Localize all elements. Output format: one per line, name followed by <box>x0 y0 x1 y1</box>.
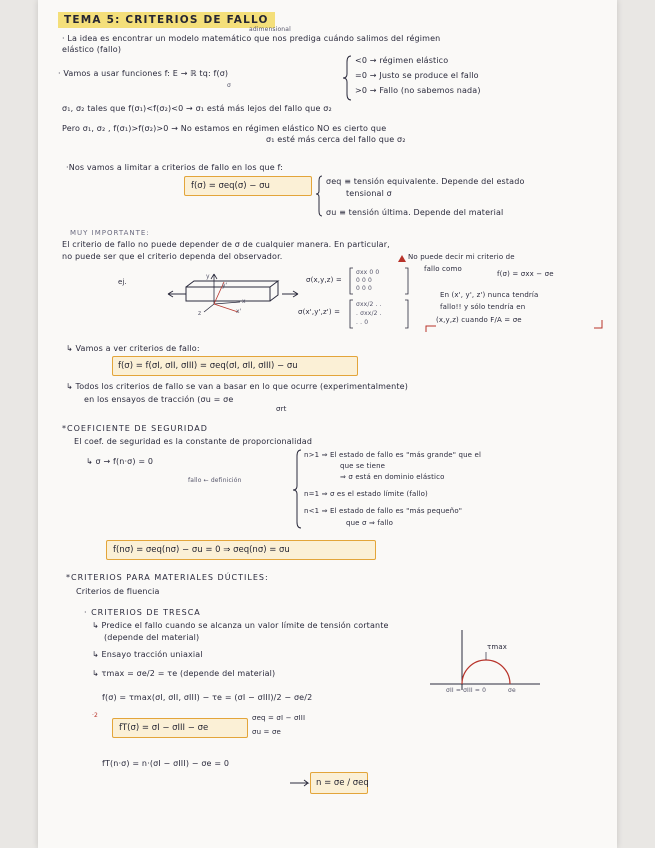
compare-2-line-1: Pero σ₁, σ₂ , f(σ₁)>f(σ₂)>0 → No estamos en régimen elástico NO es cierto que <box>62 124 387 133</box>
tensor-1-row-1: σxx 0 0 <box>356 269 380 276</box>
tensor-2-label: σ(x',y',z') = <box>298 308 341 316</box>
tresca-boxed-box <box>112 718 248 738</box>
compare-1: σ₁, σ₂ tales que f(σ₁)<f(σ₂)<0 → σ₁ está más lejos del fallo que σ₂ <box>62 104 332 113</box>
tresca-title: · CRITERIOS DE TRESCA <box>84 608 201 617</box>
safety-case-1b: que se tiene <box>340 462 386 470</box>
tresca-times-2: ·2 <box>92 712 99 719</box>
tensor-2-row-1: σxx/2 . . <box>356 301 382 308</box>
functions-case-3: >0 → Fallo (no sabemos nada) <box>355 86 481 95</box>
limit-line: ·Nos vamos a limitar a criterios de fallo en los que f: <box>66 163 284 172</box>
tresca-line-2: (depende del material) <box>104 633 200 642</box>
tresca-right-2: σu = σe <box>252 728 281 736</box>
note-bracket-right <box>594 320 602 328</box>
criteria-based-2: en los ensayos de tracción (σu = σe <box>84 395 234 404</box>
important-note-5: (x,y,z) cuando F/A = σe <box>436 316 522 324</box>
limit-desc-1: σeq ≡ tensión equivalente. Depende del estado <box>326 177 525 186</box>
functions-sub: σ <box>227 82 231 89</box>
mohr-tau-label: τmax <box>487 643 508 651</box>
mohr-s2-label: σe <box>508 687 516 694</box>
tresca-line-4: ↳ τmax = σe/2 = τe (depende del material) <box>92 669 276 678</box>
safety-case-1c: ⇒ σ está en dominio elástico <box>340 473 445 481</box>
important-note-formula: f(σ) = σxx − σe <box>497 270 554 278</box>
criteria-line: ↳ Vamos a ver criterios de fallo: <box>66 344 200 353</box>
intro-annotation: adimensional <box>249 26 291 33</box>
limit-desc-2: tensional σ <box>346 189 392 198</box>
important-line-1: El criterio de fallo no puede depender de σ de cualquier manera. En particular, <box>62 240 390 249</box>
important-note-4: fallo!! y sólo tendría en <box>440 303 526 311</box>
ductile-sub: Criterios de fluencia <box>76 587 160 596</box>
limit-formula-box <box>184 176 312 196</box>
tresca-f1: f(σ) = τmax(σI, σII, σIII) − τe = (σI − σIII)/2 − σe/2 <box>102 693 313 702</box>
warning-icon <box>398 255 406 262</box>
criteria-based-1: ↳ Todos los criterios de fallo se van a basar en lo que ocurre (experimentalmente) <box>66 382 408 391</box>
limit-desc-3: σu ≡ tensión última. Depende del material <box>326 208 504 217</box>
tensor-1-row-2: 0 0 0 <box>356 277 373 284</box>
example-label: ej. <box>118 278 127 286</box>
tresca-line-3: ↳ Ensayo tracción uniaxial <box>92 650 203 659</box>
intro-line-1: · La idea es encontrar un modelo matemático que nos prediga cuándo salimos del régimen <box>62 34 441 43</box>
safety-formula-box <box>106 540 376 560</box>
functions-lead: · Vamos a usar funciones f: E → ℝ tq: f(σ) <box>58 69 229 78</box>
tensor-1-label: σ(x,y,z) = <box>306 276 342 284</box>
safety-map: ↳ σ → f(n·σ) = 0 <box>86 457 154 466</box>
important-line-2: no puede ser que el criterio dependa del observador. <box>62 252 283 261</box>
mohr-diagram <box>430 630 540 690</box>
criteria-based-3: σrt <box>276 405 287 413</box>
criteria-formula: f(σ) = f(σI, σII, σIII) = σeq(σI, σII, σIII) − σu <box>118 361 298 371</box>
safety-brace <box>293 450 301 528</box>
important-note-2: fallo como <box>424 265 462 273</box>
compare-2-line-2: σ₁ esté más cerca del fallo que σ₂ <box>266 135 406 144</box>
bar-figure <box>168 274 298 312</box>
tresca-line-1: ↳ Predice el fallo cuando se alcanza un valor límite de tensión cortante <box>92 621 389 630</box>
fig-label-y-prime: y' <box>222 282 228 289</box>
intro-line-2: elástico (fallo) <box>62 45 122 54</box>
safety-title: *COEFICIENTE DE SEGURIDAD <box>62 424 208 433</box>
safety-case-2: n=1 ⇒ σ es el estado límite (fallo) <box>304 490 428 498</box>
limit-formula: f(σ) = σeq(σ) − σu <box>191 181 270 191</box>
tensor-2-row-3: . . 0 <box>356 319 369 326</box>
safety-case-1a: n>1 ⇒ El estado de fallo es "más grande" que el <box>304 451 482 459</box>
functions-case-2: =0 → Justo se produce el fallo <box>355 71 479 80</box>
tresca-right-1: σeq = σI − σIII <box>252 714 306 722</box>
fig-label-y: y <box>206 273 210 280</box>
fig-label-x-prime: x' <box>236 308 242 315</box>
fig-label-x: x <box>242 298 246 305</box>
arrow-1 <box>290 780 308 786</box>
note-bracket-left <box>426 326 436 332</box>
page-title: TEMA 5: CRITERIOS DE FALLO <box>58 12 275 28</box>
tensor-2-row-2: . σxx/2 . <box>356 310 382 317</box>
important-note-1: No puede decir mi criterio de <box>408 253 515 261</box>
tresca-n: n = σe / σeq <box>316 778 369 788</box>
safety-case-3a: n<1 ⇒ El estado de fallo es "más pequeño" <box>304 507 463 515</box>
tresca-f2: fT(n·σ) = n·(σI − σIII) − σe = 0 <box>102 759 230 768</box>
safety-case-3b: que σ ⇒ fallo <box>346 519 394 527</box>
important-note-3: En (x', y', z') nunca tendría <box>440 291 539 299</box>
fig-label-z: z <box>198 310 202 317</box>
criteria-formula-box <box>112 356 358 376</box>
functions-case-1: <0 → régimen elástico <box>355 56 449 65</box>
limit-brace <box>316 176 322 216</box>
tensor-1-row-3: 0 0 0 <box>356 285 373 292</box>
mohr-s1-label: σII = σIII = 0 <box>446 687 487 694</box>
cases-brace <box>343 56 351 100</box>
tresca-boxed: fT(σ) = σI − σIII − σe <box>119 723 209 733</box>
ductile-title: *CRITERIOS PARA MATERIALES DÚCTILES: <box>66 573 269 582</box>
safety-line-1: El coef. de seguridad es la constante de proporcionalidad <box>74 437 313 446</box>
safety-map-note: fallo ← definición <box>188 477 242 484</box>
important-title: MUY IMPORTANTE: <box>70 229 150 237</box>
safety-formula: f(nσ) = σeq(nσ) − σu = 0 ⇒ σeq(nσ) = σu <box>113 545 290 555</box>
tresca-n-box <box>310 772 368 794</box>
